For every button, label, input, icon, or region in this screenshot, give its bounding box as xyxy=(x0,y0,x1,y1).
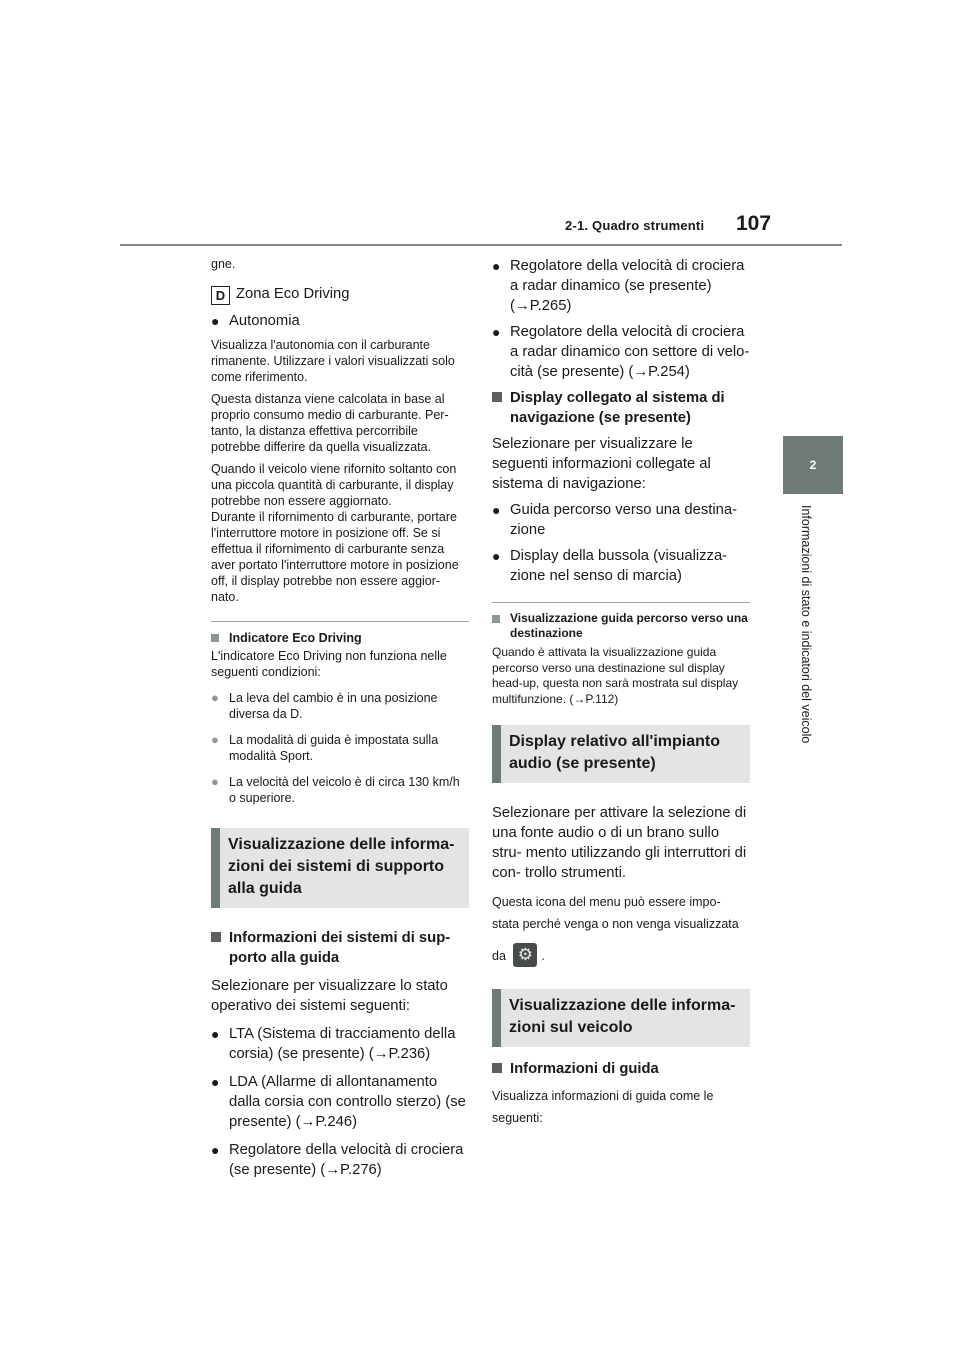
list-item: ● LDA (Allarme di allontanamento dalla corsia con controllo sterzo) (se presente) (→P.246) xyxy=(211,1074,466,1130)
eco-zone-label: Zona Eco Driving xyxy=(236,286,350,302)
bullet-icon: ● xyxy=(211,1026,220,1042)
divider xyxy=(492,602,750,603)
bullet-icon: ● xyxy=(211,313,220,329)
nav-heading: Display collegato al sistema di navigazione (se presente) xyxy=(492,388,750,428)
autonomia-item: ● Autonomia xyxy=(211,313,300,329)
list-item: ● La leva del cambio è in una posizione diversa da D. xyxy=(211,690,438,721)
square-bullet-icon xyxy=(211,932,221,942)
list-item: ● Regolatore della velocità di crociera a radar dinamico (se presente) (→P.265) xyxy=(492,258,745,314)
note-heading: Visualizzazione guida percorso verso una destinazione xyxy=(492,611,750,641)
list-item: ● La velocità del veicolo è di circa 130 km/h o superiore. xyxy=(211,774,460,805)
list-item: ● Regolatore della velocità di crociera a radar dinamico con settore di velo- cità (se presente) (→P.254) xyxy=(492,324,750,380)
right-column xyxy=(492,256,750,1135)
paragraph: Visualizza l'autonomia con il carburante rimanente. Utilizzare i valori visualizzati solo come riferimento. xyxy=(211,338,455,384)
list-item: ● Regolatore della velocità di crociera (se presente) (→P.276) xyxy=(211,1142,464,1178)
nav-intro: Selezionare per visualizzare le seguenti informazioni collegate al sistema di navigazione: xyxy=(492,436,711,492)
bullet-icon: ● xyxy=(211,774,219,789)
eco-indicator-heading: Indicatore Eco Driving xyxy=(211,630,469,646)
header-divider xyxy=(120,244,842,246)
list-item: ● Display della bussola (visualizza- zione nel senso di marcia) xyxy=(492,548,728,584)
icon-note: Questa icona del menu può essere impo- stata perché venga o non venga visualizzata xyxy=(492,895,739,931)
bullet-icon: ● xyxy=(492,324,501,340)
square-bullet-icon xyxy=(492,1063,502,1073)
guide-heading: Informazioni di guida xyxy=(492,1059,750,1079)
chapter-tab: 2 xyxy=(783,436,843,494)
chapter-title xyxy=(797,505,817,767)
icon-note-line: da ⚙ . xyxy=(492,943,750,967)
paragraph: Quando il veicolo viene rifornito soltanto con una piccola quantità di carburante, il display potrebbe non essere aggiornato. xyxy=(211,462,457,508)
d-badge: D xyxy=(211,286,230,305)
bullet-icon: ● xyxy=(492,548,501,564)
guide-text: Visualizza informazioni di guida come le seguenti: xyxy=(492,1089,714,1125)
bullet-icon: ● xyxy=(492,502,501,518)
note-text: Quando è attivata la visualizzazione guida percorso verso una destinazione sul display head-up, questa non sarà mostrata sul display multifunzione. (→P.112) xyxy=(492,645,739,706)
eco-intro: L'indicatore Eco Driving non funziona nelle seguenti condizioni: xyxy=(211,649,447,679)
chapter-title-text: Informazioni di stato e indicatori del veicolo xyxy=(799,505,813,744)
list-item: ● LTA (Sistema di tracciamento della corsia) (se presente) (→P.236) xyxy=(211,1026,456,1062)
section-title: 2-1. Quadro strumenti xyxy=(565,218,705,233)
section-box-driver-assist: Visualizzazione delle informa- zioni dei sistemi di supporto alla guida xyxy=(211,828,469,908)
paragraph: Questa distanza viene calcolata in base al proprio consumo medio di carburante. Per- tanto, la distanza effettiva percorribile potrebbe differire da quella visualizzata. xyxy=(211,392,449,454)
square-bullet-icon xyxy=(211,634,219,642)
bullet-icon: ● xyxy=(492,258,501,274)
bullet-icon: ● xyxy=(211,1074,220,1090)
intro-text: gne. xyxy=(211,257,236,271)
square-bullet-icon xyxy=(492,392,502,402)
paragraph: Durante il rifornimento di carburante, portare l'interruttore motore in posizione off. Se si effettua il rifornimento di carburante senza aver portato l'interruttore motore in posizione off, il display potrebbe non essere aggior- nato. xyxy=(211,510,459,604)
list-item: ● La modalità di guida è impostata sulla modalità Sport. xyxy=(211,732,439,763)
bullet-icon: ● xyxy=(211,732,219,747)
audio-text: Selezionare per attivare la selezione di una fonte audio o di un brano sullo stru- mento utilizzando gli interruttori di con- trollo strumenti. xyxy=(492,805,747,881)
divider xyxy=(211,621,469,622)
sub-heading: Informazioni dei sistemi di sup- porto alla guida xyxy=(211,928,469,968)
gear-icon: ⚙ xyxy=(513,943,537,967)
sub-intro: Selezionare per visualizzare lo stato operativo dei sistemi seguenti: xyxy=(211,978,448,1014)
eco-zone-item xyxy=(211,284,469,305)
section-box-vehicle-info: Visualizzazione delle informa- zioni sul veicolo xyxy=(492,989,750,1047)
list-item: ● Guida percorso verso una destina- zione xyxy=(492,502,738,538)
left-column xyxy=(211,256,469,1186)
bullet-icon: ● xyxy=(211,1142,220,1158)
section-box-audio: Display relativo all'impianto audio (se presente) xyxy=(492,725,750,783)
square-bullet-icon xyxy=(492,615,500,623)
page-number: 107 xyxy=(736,212,772,235)
bullet-icon: ● xyxy=(211,690,219,705)
